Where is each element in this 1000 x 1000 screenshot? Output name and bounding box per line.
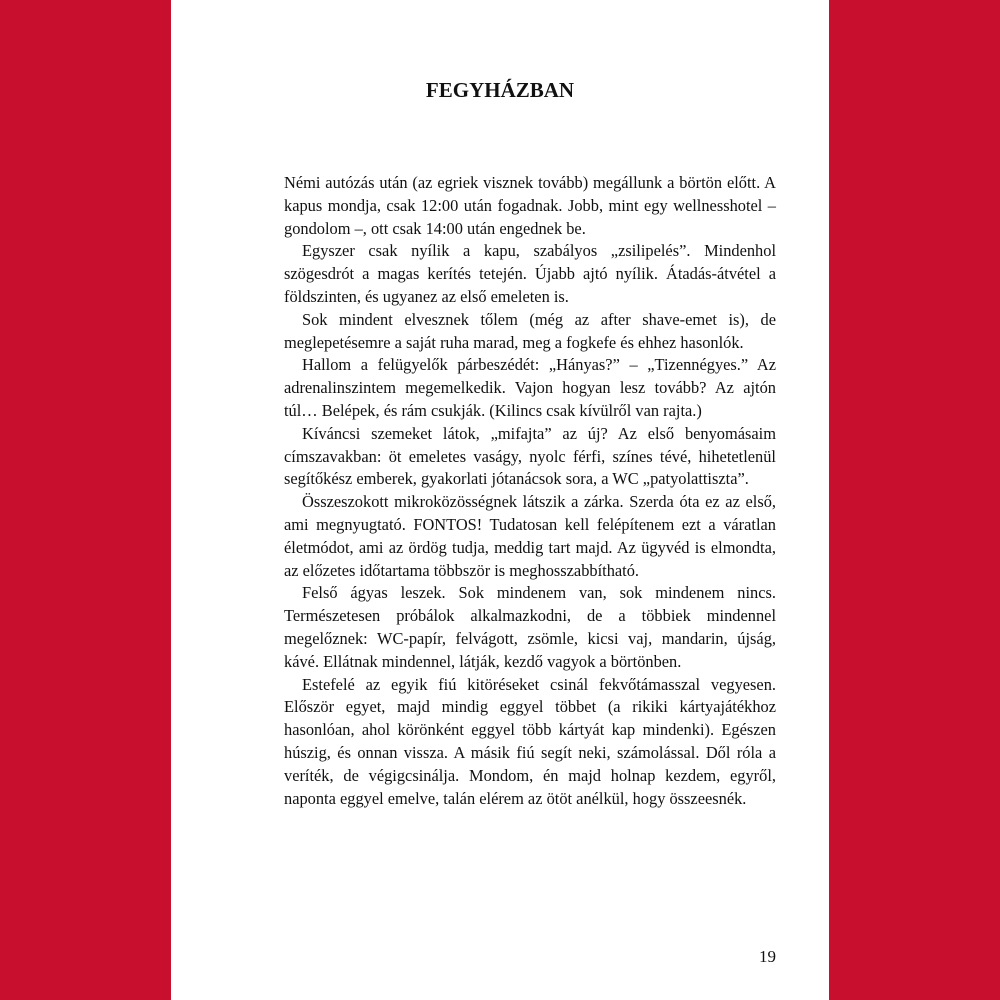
left-red-border [0,0,171,1000]
paragraph: Némi autózás után (az egriek visznek tovább) megállunk a börtön előtt. A kapus mondja, csak 12:00 után fogadnak. Jobb, mint egy wellnesshotel – gondolom –, ott csak 14:00 után engednek be. [284,173,776,238]
paragraph: Felső ágyas leszek. Sok mindenem van, sok mindenem nincs. Természetesen próbálok alkalmazkodni, de a többiek mindennel megelőznek: WC-papír, felvágott, zsömle, kicsi vaj, mandarin, újság, kávé. Ellátnak mindennel, látják, kezdő vagyok a börtönben. [284,583,776,671]
paragraph: Estefelé az egyik fiú kitöréseket csinál fekvőtámasszal vegyesen. Először egyet, majd mindig eggyel többet (a rikiki kártyajátékhoz hasonlóan, ahol körönként eggyel több kártyát kap mindenki). Egészen húszig, és onnan vissza. A másik fiú segít neki, számolással. Dől róla a veríték, de végigcsinálja. Mondom, én majd holnap kezdem, egyről, naponta eggyel emelve, talán elérem az ötöt anélkül, hogy összeesnék. [284,674,776,808]
paragraph: Sok mindent elvesznek tőlem (még az after shave-emet is), de meglepetésemre a saját ruha marad, meg a fogkefe és ehhez hasonlók. [284,309,776,352]
right-red-border [829,0,1000,1000]
body-text [284,172,776,810]
paragraph: Összeszokott mikroközösségnek látszik a zárka. Szerda óta ez az első, ami megnyugtató. FONTOS! Tudatosan kell felépítenem ezt a váratlan életmódot, ami az ördög tudja, meddig tart majd. Az ügyvéd is elmondta, az előzetes időtartama többször is meghosszabbítható. [284,492,776,580]
paragraph: Kíváncsi szemeket látok, „mifajta” az új? Az első benyomásaim címszavakban: öt emeletes vaságy, nyolc férfi, színes tévé, hihetetlenül segítőkész emberek, gyakorlati jótanácsok sora, a WC „patyolattiszta”. [284,423,776,489]
chapter-title: FEGYHÁZBAN [425,78,575,102]
page-number: 19 [759,947,776,966]
paragraph: Egyszer csak nyílik a kapu, szabályos „zsilipelés”. Mindenhol szögesdrót a magas kerítés tetején. Újabb ajtó nyílik. Átadás-átvétel a földszinten, és ugyanez az első emeleten is. [284,241,776,306]
paragraph: Hallom a felügyelők párbeszédét: „Hányas?” – „Tizennégyes.” Az adrenalinszintem megemelkedik. Vajon hogyan lesz tovább? Az ajtón túl… Belépek, és rám csukják. (Kilincs csak kívülről van rajta.) [284,355,776,420]
book-page [171,0,829,1000]
